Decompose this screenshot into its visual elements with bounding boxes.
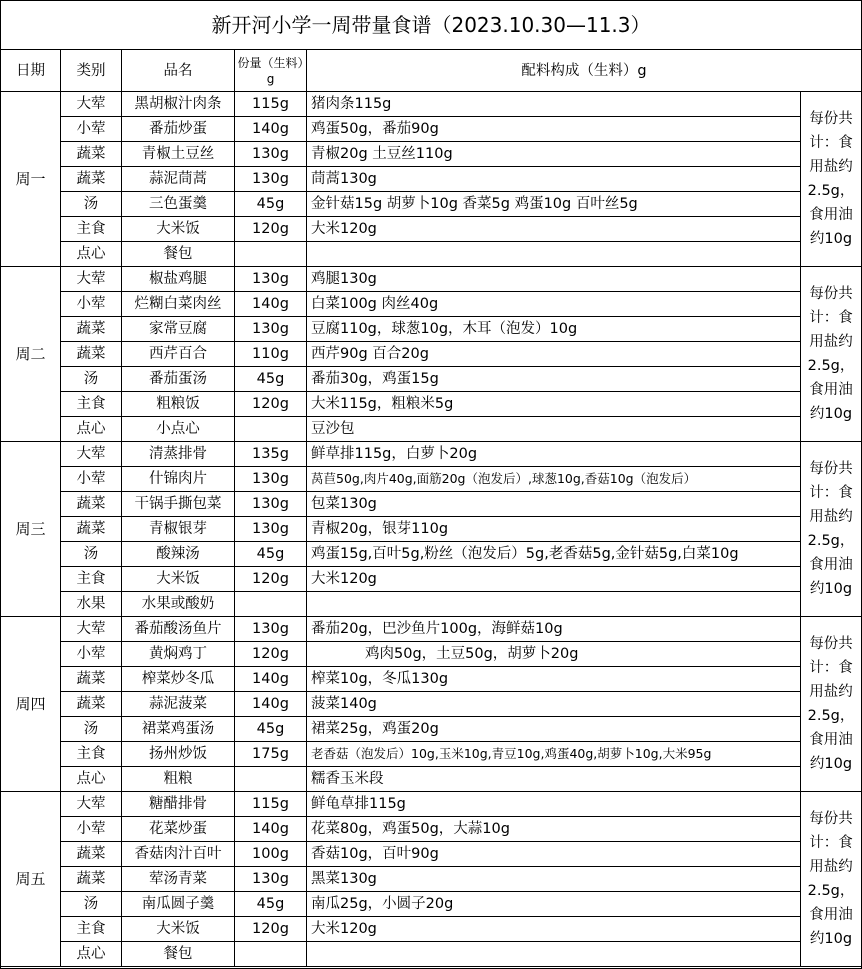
category-cell: 主食 [61, 567, 122, 592]
day-cell: 周四 [1, 617, 61, 792]
header-portion: 份量（生料）g [235, 50, 307, 92]
category-cell: 小荤 [61, 467, 122, 492]
nutrition-note: 每份共计：食用盐约2.5g，食用油约10g [801, 92, 862, 267]
menu-body [1, 92, 862, 967]
day-cell: 周五 [1, 792, 61, 967]
portion-cell: 45g [235, 192, 307, 217]
table-row [1, 92, 862, 117]
category-cell: 大荤 [61, 92, 122, 117]
dish-cell: 烂糊白菜肉丝 [122, 292, 235, 317]
category-cell: 水果 [61, 592, 122, 617]
ingredients-cell: 裙菜25g，鸡蛋20g [307, 717, 801, 742]
category-cell: 点心 [61, 767, 122, 792]
table-row [1, 417, 862, 442]
category-cell: 主食 [61, 392, 122, 417]
portion-cell: 130g [235, 617, 307, 642]
dish-cell: 粗粮饭 [122, 392, 235, 417]
portion-cell: 120g [235, 392, 307, 417]
dish-cell: 香菇肉汁百叶 [122, 842, 235, 867]
table-row [1, 342, 862, 367]
portion-cell [235, 417, 307, 442]
portion-cell [235, 767, 307, 792]
portion-cell: 45g [235, 542, 307, 567]
portion-cell [235, 942, 307, 967]
ingredients-cell: 香菇10g，百叶90g [307, 842, 801, 867]
dish-cell: 大米饭 [122, 217, 235, 242]
dish-cell: 荤汤青菜 [122, 867, 235, 892]
portion-cell: 120g [235, 642, 307, 667]
ingredients-cell: 莴苣50g,肉片40g,面筋20g（泡发后）,球葱10g,香菇10g（泡发后） [307, 467, 801, 492]
dish-cell: 青椒银芽 [122, 517, 235, 542]
page-title: 新开河小学一周带量食谱（2023.10.30—11.3） [211, 13, 651, 37]
table-row [1, 817, 862, 842]
ingredients-cell [307, 242, 801, 267]
table-row [1, 142, 862, 167]
category-cell: 主食 [61, 217, 122, 242]
table-row [1, 392, 862, 417]
table-row [1, 867, 862, 892]
ingredients-cell: 青椒20g，银芽110g [307, 517, 801, 542]
dish-cell: 餐包 [122, 242, 235, 267]
ingredients-cell: 糯香玉米段 [307, 767, 801, 792]
ingredients-cell: 番茄30g，鸡蛋15g [307, 367, 801, 392]
dish-cell: 家常豆腐 [122, 317, 235, 342]
portion-cell: 130g [235, 867, 307, 892]
category-cell: 蔬菜 [61, 517, 122, 542]
portion-cell: 45g [235, 367, 307, 392]
category-cell: 蔬菜 [61, 492, 122, 517]
portion-cell: 140g [235, 117, 307, 142]
ingredients-cell: 老香菇（泡发后）10g,玉米10g,青豆10g,鸡蛋40g,胡萝卜10g,大米95g [307, 742, 801, 767]
category-cell: 蔬菜 [61, 167, 122, 192]
category-cell: 汤 [61, 192, 122, 217]
category-cell: 大荤 [61, 267, 122, 292]
table-row [1, 767, 862, 792]
nutrition-note: 每份共计：食用盐约2.5g，食用油约10g [801, 792, 862, 967]
dish-cell: 大米饭 [122, 917, 235, 942]
portion-cell: 175g [235, 742, 307, 767]
category-cell: 大荤 [61, 792, 122, 817]
portion-cell [235, 242, 307, 267]
table-row [1, 267, 862, 292]
category-cell: 蔬菜 [61, 667, 122, 692]
ingredients-cell: 茼蒿130g [307, 167, 801, 192]
portion-cell: 130g [235, 467, 307, 492]
dish-cell: 番茄蛋汤 [122, 367, 235, 392]
table-row [1, 942, 862, 967]
ingredients-cell: 豆腐110g，球葱10g，木耳（泡发）10g [307, 317, 801, 342]
ingredients-cell: 鲜龟草排115g [307, 792, 801, 817]
dish-cell: 糖醋排骨 [122, 792, 235, 817]
dish-cell: 粗粮 [122, 767, 235, 792]
table-row [1, 317, 862, 342]
ingredients-cell: 黑菜130g [307, 867, 801, 892]
category-cell: 主食 [61, 742, 122, 767]
ingredients-cell: 金针菇15g 胡萝卜10g 香菜5g 鸡蛋10g 百叶丝5g [307, 192, 801, 217]
nutrition-note: 每份共计：食用盐约2.5g，食用油约10g [801, 617, 862, 792]
category-cell: 大荤 [61, 617, 122, 642]
portion-cell: 130g [235, 317, 307, 342]
day-cell: 周二 [1, 267, 61, 442]
header-row [1, 50, 862, 92]
category-cell: 小荤 [61, 642, 122, 667]
category-cell: 小荤 [61, 817, 122, 842]
header-date: 日期 [1, 50, 61, 92]
header-category: 类别 [61, 50, 122, 92]
table-row [1, 842, 862, 867]
ingredients-cell [307, 942, 801, 967]
category-cell: 蔬菜 [61, 692, 122, 717]
dish-cell: 番茄酸汤鱼片 [122, 617, 235, 642]
table-row [1, 492, 862, 517]
ingredients-cell: 鸡蛋15g,百叶5g,粉丝（泡发后）5g,老香菇5g,金针菇5g,白菜10g [307, 542, 801, 567]
table-row [1, 242, 862, 267]
table-row [1, 567, 862, 592]
ingredients-cell: 大米120g [307, 917, 801, 942]
portion-cell: 120g [235, 217, 307, 242]
dish-cell: 什锦肉片 [122, 467, 235, 492]
portion-cell: 140g [235, 817, 307, 842]
category-cell: 大荤 [61, 442, 122, 467]
portion-cell: 115g [235, 92, 307, 117]
category-cell: 汤 [61, 892, 122, 917]
table-row [1, 117, 862, 142]
dish-cell: 干锅手撕包菜 [122, 492, 235, 517]
portion-cell: 135g [235, 442, 307, 467]
dish-cell: 裙菜鸡蛋汤 [122, 717, 235, 742]
dish-cell: 酸辣汤 [122, 542, 235, 567]
dish-cell: 黑胡椒汁肉条 [122, 92, 235, 117]
dish-cell: 榨菜炒冬瓜 [122, 667, 235, 692]
table-row [1, 367, 862, 392]
ingredients-cell: 豆沙包 [307, 417, 801, 442]
ingredients-cell: 白菜100g 肉丝40g [307, 292, 801, 317]
category-cell: 点心 [61, 417, 122, 442]
day-cell: 周一 [1, 92, 61, 267]
category-cell: 小荤 [61, 292, 122, 317]
ingredients-cell: 番茄20g，巴沙鱼片100g，海鲜菇10g [307, 617, 801, 642]
ingredients-cell: 鸡蛋50g，番茄90g [307, 117, 801, 142]
dish-cell: 清蒸排骨 [122, 442, 235, 467]
category-cell: 汤 [61, 367, 122, 392]
menu-table [0, 49, 862, 967]
ingredients-cell: 大米120g [307, 217, 801, 242]
portion-cell: 130g [235, 142, 307, 167]
category-cell: 蔬菜 [61, 317, 122, 342]
dish-cell: 西芹百合 [122, 342, 235, 367]
dish-cell: 花菜炒蛋 [122, 817, 235, 842]
ingredients-cell: 西芹90g 百合20g [307, 342, 801, 367]
category-cell: 点心 [61, 242, 122, 267]
table-row [1, 717, 862, 742]
table-row [1, 592, 862, 617]
dish-cell: 扬州炒饭 [122, 742, 235, 767]
dish-cell: 小点心 [122, 417, 235, 442]
table-row [1, 517, 862, 542]
portion-cell: 100g [235, 842, 307, 867]
table-row [1, 467, 862, 492]
category-cell: 蔬菜 [61, 342, 122, 367]
portion-cell: 140g [235, 292, 307, 317]
ingredients-cell: 猪肉条115g [307, 92, 801, 117]
portion-cell: 130g [235, 267, 307, 292]
ingredients-cell: 花菜80g，鸡蛋50g，大蒜10g [307, 817, 801, 842]
table-row [1, 642, 862, 667]
ingredients-cell: 鸡肉50g，土豆50g，胡萝卜20g [307, 642, 801, 667]
table-row [1, 892, 862, 917]
category-cell: 主食 [61, 917, 122, 942]
day-cell: 周三 [1, 442, 61, 617]
category-cell: 蔬菜 [61, 142, 122, 167]
ingredients-cell: 大米115g，粗粮米5g [307, 392, 801, 417]
dish-cell: 椒盐鸡腿 [122, 267, 235, 292]
ingredients-cell: 鸡腿130g [307, 267, 801, 292]
portion-cell: 120g [235, 917, 307, 942]
nutrition-note: 每份共计：食用盐约2.5g，食用油约10g [801, 267, 862, 442]
portion-cell: 115g [235, 792, 307, 817]
dish-cell: 蒜泥茼蒿 [122, 167, 235, 192]
table-row [1, 792, 862, 817]
portion-cell: 45g [235, 892, 307, 917]
nutrition-note: 每份共计：食用盐约2.5g，食用油约10g [801, 442, 862, 617]
table-row [1, 167, 862, 192]
ingredients-cell: 鲜草排115g，白萝卜20g [307, 442, 801, 467]
ingredients-cell [307, 592, 801, 617]
category-cell: 蔬菜 [61, 867, 122, 892]
category-cell: 汤 [61, 717, 122, 742]
table-row [1, 292, 862, 317]
portion-cell: 45g [235, 717, 307, 742]
table-row [1, 617, 862, 642]
ingredients-cell: 南瓜25g，小圆子20g [307, 892, 801, 917]
dish-cell: 蒜泥菠菜 [122, 692, 235, 717]
ingredients-cell: 包菜130g [307, 492, 801, 517]
ingredients-cell: 青椒20g 土豆丝110g [307, 142, 801, 167]
category-cell: 汤 [61, 542, 122, 567]
category-cell: 蔬菜 [61, 842, 122, 867]
dish-cell: 黄焖鸡丁 [122, 642, 235, 667]
dish-cell: 南瓜圆子羹 [122, 892, 235, 917]
portion-cell: 130g [235, 167, 307, 192]
dish-cell: 水果或酸奶 [122, 592, 235, 617]
portion-cell: 120g [235, 567, 307, 592]
table-row [1, 692, 862, 717]
table-row [1, 667, 862, 692]
portion-cell: 140g [235, 667, 307, 692]
ingredients-cell: 大米120g [307, 567, 801, 592]
dish-cell: 三色蛋羹 [122, 192, 235, 217]
category-cell: 小荤 [61, 117, 122, 142]
table-row [1, 442, 862, 467]
dish-cell: 餐包 [122, 942, 235, 967]
portion-cell: 130g [235, 492, 307, 517]
ingredients-cell: 榨菜10g，冬瓜130g [307, 667, 801, 692]
table-row [1, 542, 862, 567]
portion-cell: 140g [235, 692, 307, 717]
table-row [1, 742, 862, 767]
portion-cell: 130g [235, 517, 307, 542]
ingredients-cell: 菠菜140g [307, 692, 801, 717]
category-cell: 点心 [61, 942, 122, 967]
table-row [1, 217, 862, 242]
dish-cell: 大米饭 [122, 567, 235, 592]
dish-cell: 番茄炒蛋 [122, 117, 235, 142]
table-row [1, 192, 862, 217]
header-dish: 品名 [122, 50, 235, 92]
dish-cell: 青椒土豆丝 [122, 142, 235, 167]
portion-cell: 110g [235, 342, 307, 367]
header-ingredients: 配料构成（生料）g [307, 50, 862, 92]
portion-cell [235, 592, 307, 617]
table-row [1, 917, 862, 942]
